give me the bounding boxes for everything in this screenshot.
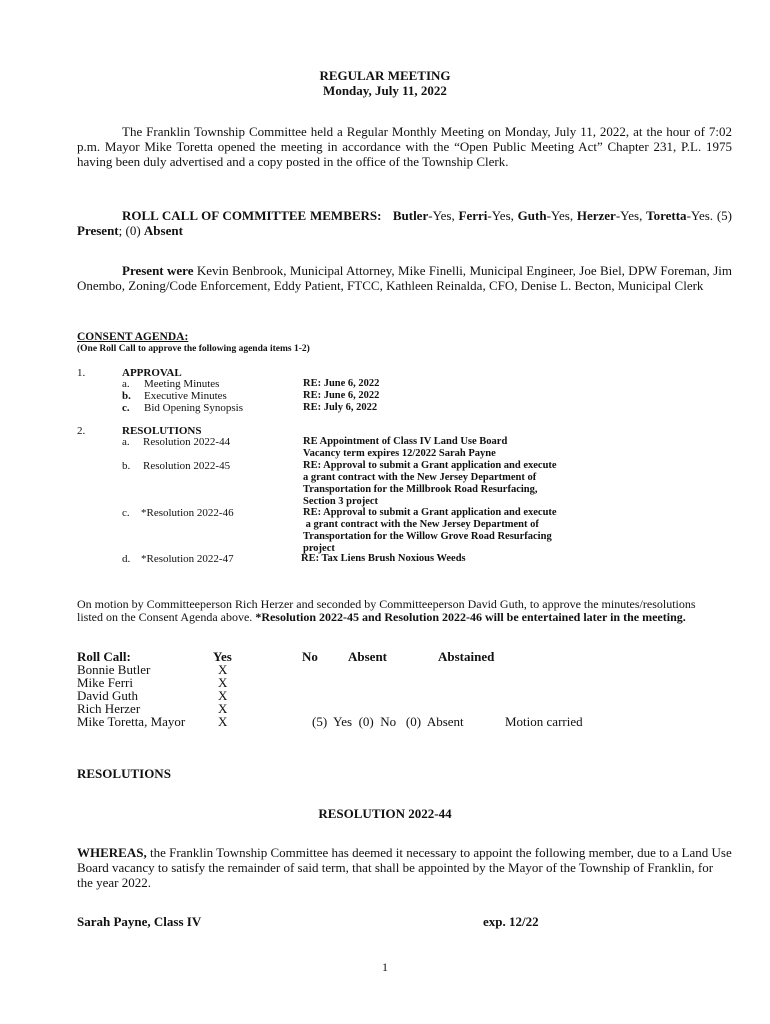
absent-header: Absent — [348, 649, 388, 664]
present-paragraph — [77, 263, 732, 293]
yes-mark: X — [218, 688, 228, 703]
abstained-header: Abstained — [438, 649, 495, 664]
motion-note: *Resolution 2022-45 and Resolution 2022-46 will be entertained later in the meeting. — [255, 610, 686, 624]
resolution-item-re — [303, 507, 557, 555]
approval-letter: b. — [122, 390, 131, 402]
re-line: a grant contract with the New Jersey Department of — [303, 472, 537, 483]
absent-count: ; (0) — [118, 223, 144, 238]
re-line: RE: Tax Liens Brush Noxious Weeds — [301, 553, 466, 564]
resolutions-number: 2. — [77, 425, 86, 437]
consent-agenda-title: CONSENT AGENDA: — [77, 331, 189, 343]
resolution-item-re — [301, 553, 466, 565]
voter-name: Bonnie Butler — [77, 662, 151, 677]
member-name: Herzer — [576, 208, 616, 223]
resolution-letter: b. — [122, 460, 131, 472]
present-count: (5) — [716, 208, 733, 223]
re-line: RE: Approval to submit a Grant application and execute — [303, 460, 557, 471]
appointee-name: Sarah Payne, Class IV — [77, 914, 202, 929]
member-name: Guth — [517, 208, 547, 223]
member-name: Butler — [392, 208, 429, 223]
motion-text: On motion by Committeeperson Rich Herzer and seconded by Committeeperson David Guth, to approve the minutes/resolutions listed on the Consent Agenda above. — [77, 597, 696, 624]
resolution-title: RESOLUTION 2022-44 — [318, 806, 452, 821]
re-line: Transportation for the Willow Grove Road Resurfacing — [303, 531, 552, 542]
page-title: REGULAR MEETING — [319, 68, 451, 83]
whereas-paragraph — [77, 845, 732, 890]
resolution-item-label: *Resolution 2022-46 — [141, 507, 234, 519]
member-name: Ferri — [458, 208, 488, 223]
re-line: RE Appointment of Class IV Land Use Board — [303, 436, 508, 447]
whereas-label: WHEREAS, — [77, 845, 147, 860]
yes-mark: X — [218, 662, 228, 677]
roll-call-header: Roll Call: — [77, 649, 131, 664]
resolution-letter: a. — [122, 436, 130, 448]
resolution-letter: d. — [122, 553, 131, 565]
member-name: Toretta — [646, 208, 687, 223]
page-number: 1 — [382, 960, 388, 974]
re-line: Section 3 project — [303, 496, 379, 507]
resolution-letter: c. — [122, 507, 130, 519]
resolutions-heading: RESOLUTIONS — [77, 766, 171, 781]
member-vote: -Yes, — [615, 208, 643, 223]
member-vote: -Yes, — [487, 208, 518, 223]
voter-name: Mike Toretta, Mayor — [77, 714, 186, 729]
yes-mark: X — [218, 675, 228, 690]
resolution-item-label: *Resolution 2022-47 — [141, 553, 234, 565]
present-list: Kevin Benbrook, Municipal Attorney, Mike Finelli, Municipal Engineer, Joe Biel, DPW Foreman, Jim Onembo, Zoning/Code Enforcement, Eddy Patient, FTCC, Kathleen Reinalda, CFO, Denise L. Becton, Municipal Clerk — [77, 263, 732, 293]
re-line: Vacancy term expires 12/2022 Sarah Payne — [303, 448, 496, 459]
approval-item-re: RE: July 6, 2022 — [303, 402, 378, 413]
approval-letter: a. — [122, 378, 130, 390]
resolutions-title: RESOLUTIONS — [122, 425, 202, 437]
absent-label: Absent — [143, 223, 183, 238]
voter-name: Mike Ferri — [77, 675, 133, 690]
re-line: Transportation for the Millbrook Road Resurfacing, — [303, 484, 538, 495]
yes-mark: X — [218, 701, 228, 716]
approval-item-re: RE: June 6, 2022 — [303, 390, 380, 401]
approval-item-label: Executive Minutes — [144, 390, 227, 402]
whereas-text: the Franklin Township Committee has deemed it necessary to appoint the following member, due to a Land Use Board vacancy to satisfy the remainder of said term, that shall be appointed by the Mayor of the Township of Franklin, for the year 2022. — [77, 845, 732, 890]
voter-name: David Guth — [77, 688, 139, 703]
present-were-label: Present were — [122, 263, 194, 278]
approval-letter: c. — [122, 402, 130, 414]
appointee-expiry: exp. 12/22 — [483, 914, 539, 929]
meeting-date: Monday, July 11, 2022 — [323, 83, 447, 98]
approval-number: 1. — [77, 367, 86, 379]
consent-agenda-note: (One Roll Call to approve the following agenda items 1-2) — [77, 344, 310, 354]
approval-item-re: RE: June 6, 2022 — [303, 378, 380, 389]
re-line: project — [303, 543, 335, 554]
roll-call-members — [77, 208, 732, 238]
approval-item-label: Bid Opening Synopsis — [144, 402, 244, 414]
resolution-item-label: Resolution 2022-44 — [143, 436, 231, 448]
vote-tally: (5) Yes (0) No (0) Absent — [312, 714, 464, 729]
motion-result: Motion carried — [505, 714, 583, 729]
motion-paragraph — [77, 598, 707, 624]
re-line: a grant contract with the New Jersey Department of — [303, 519, 539, 530]
approval-item-label: Meeting Minutes — [144, 378, 220, 390]
yes-header: Yes — [213, 649, 232, 664]
present-label: Present — [77, 223, 119, 238]
voter-name: Rich Herzer — [77, 701, 141, 716]
member-vote: -Yes, — [546, 208, 577, 223]
member-vote: -Yes, — [428, 208, 459, 223]
resolution-item-re — [303, 460, 557, 508]
no-header: No — [302, 649, 318, 664]
re-line: RE: Approval to submit a Grant application and execute — [303, 507, 557, 518]
roll-call-label: ROLL CALL OF COMMITTEE MEMBERS: — [122, 208, 382, 223]
resolution-item-re — [303, 436, 507, 460]
approval-title: APPROVAL — [122, 367, 182, 379]
resolution-item-label: Resolution 2022-45 — [143, 460, 231, 472]
member-vote: -Yes. — [686, 208, 717, 223]
yes-mark: X — [218, 714, 228, 729]
intro-paragraph: The Franklin Township Committee held a Regular Monthly Meeting on Monday, July 11, 2022, at the hour of 7:02 p.m. Mayor Mike Toretta opened the meeting in accordance with the “Open Public Meeting Act” Chapter 231, P.L. 1975 having been duly advertised and a copy posted in the office of the Township Clerk. — [77, 124, 732, 169]
